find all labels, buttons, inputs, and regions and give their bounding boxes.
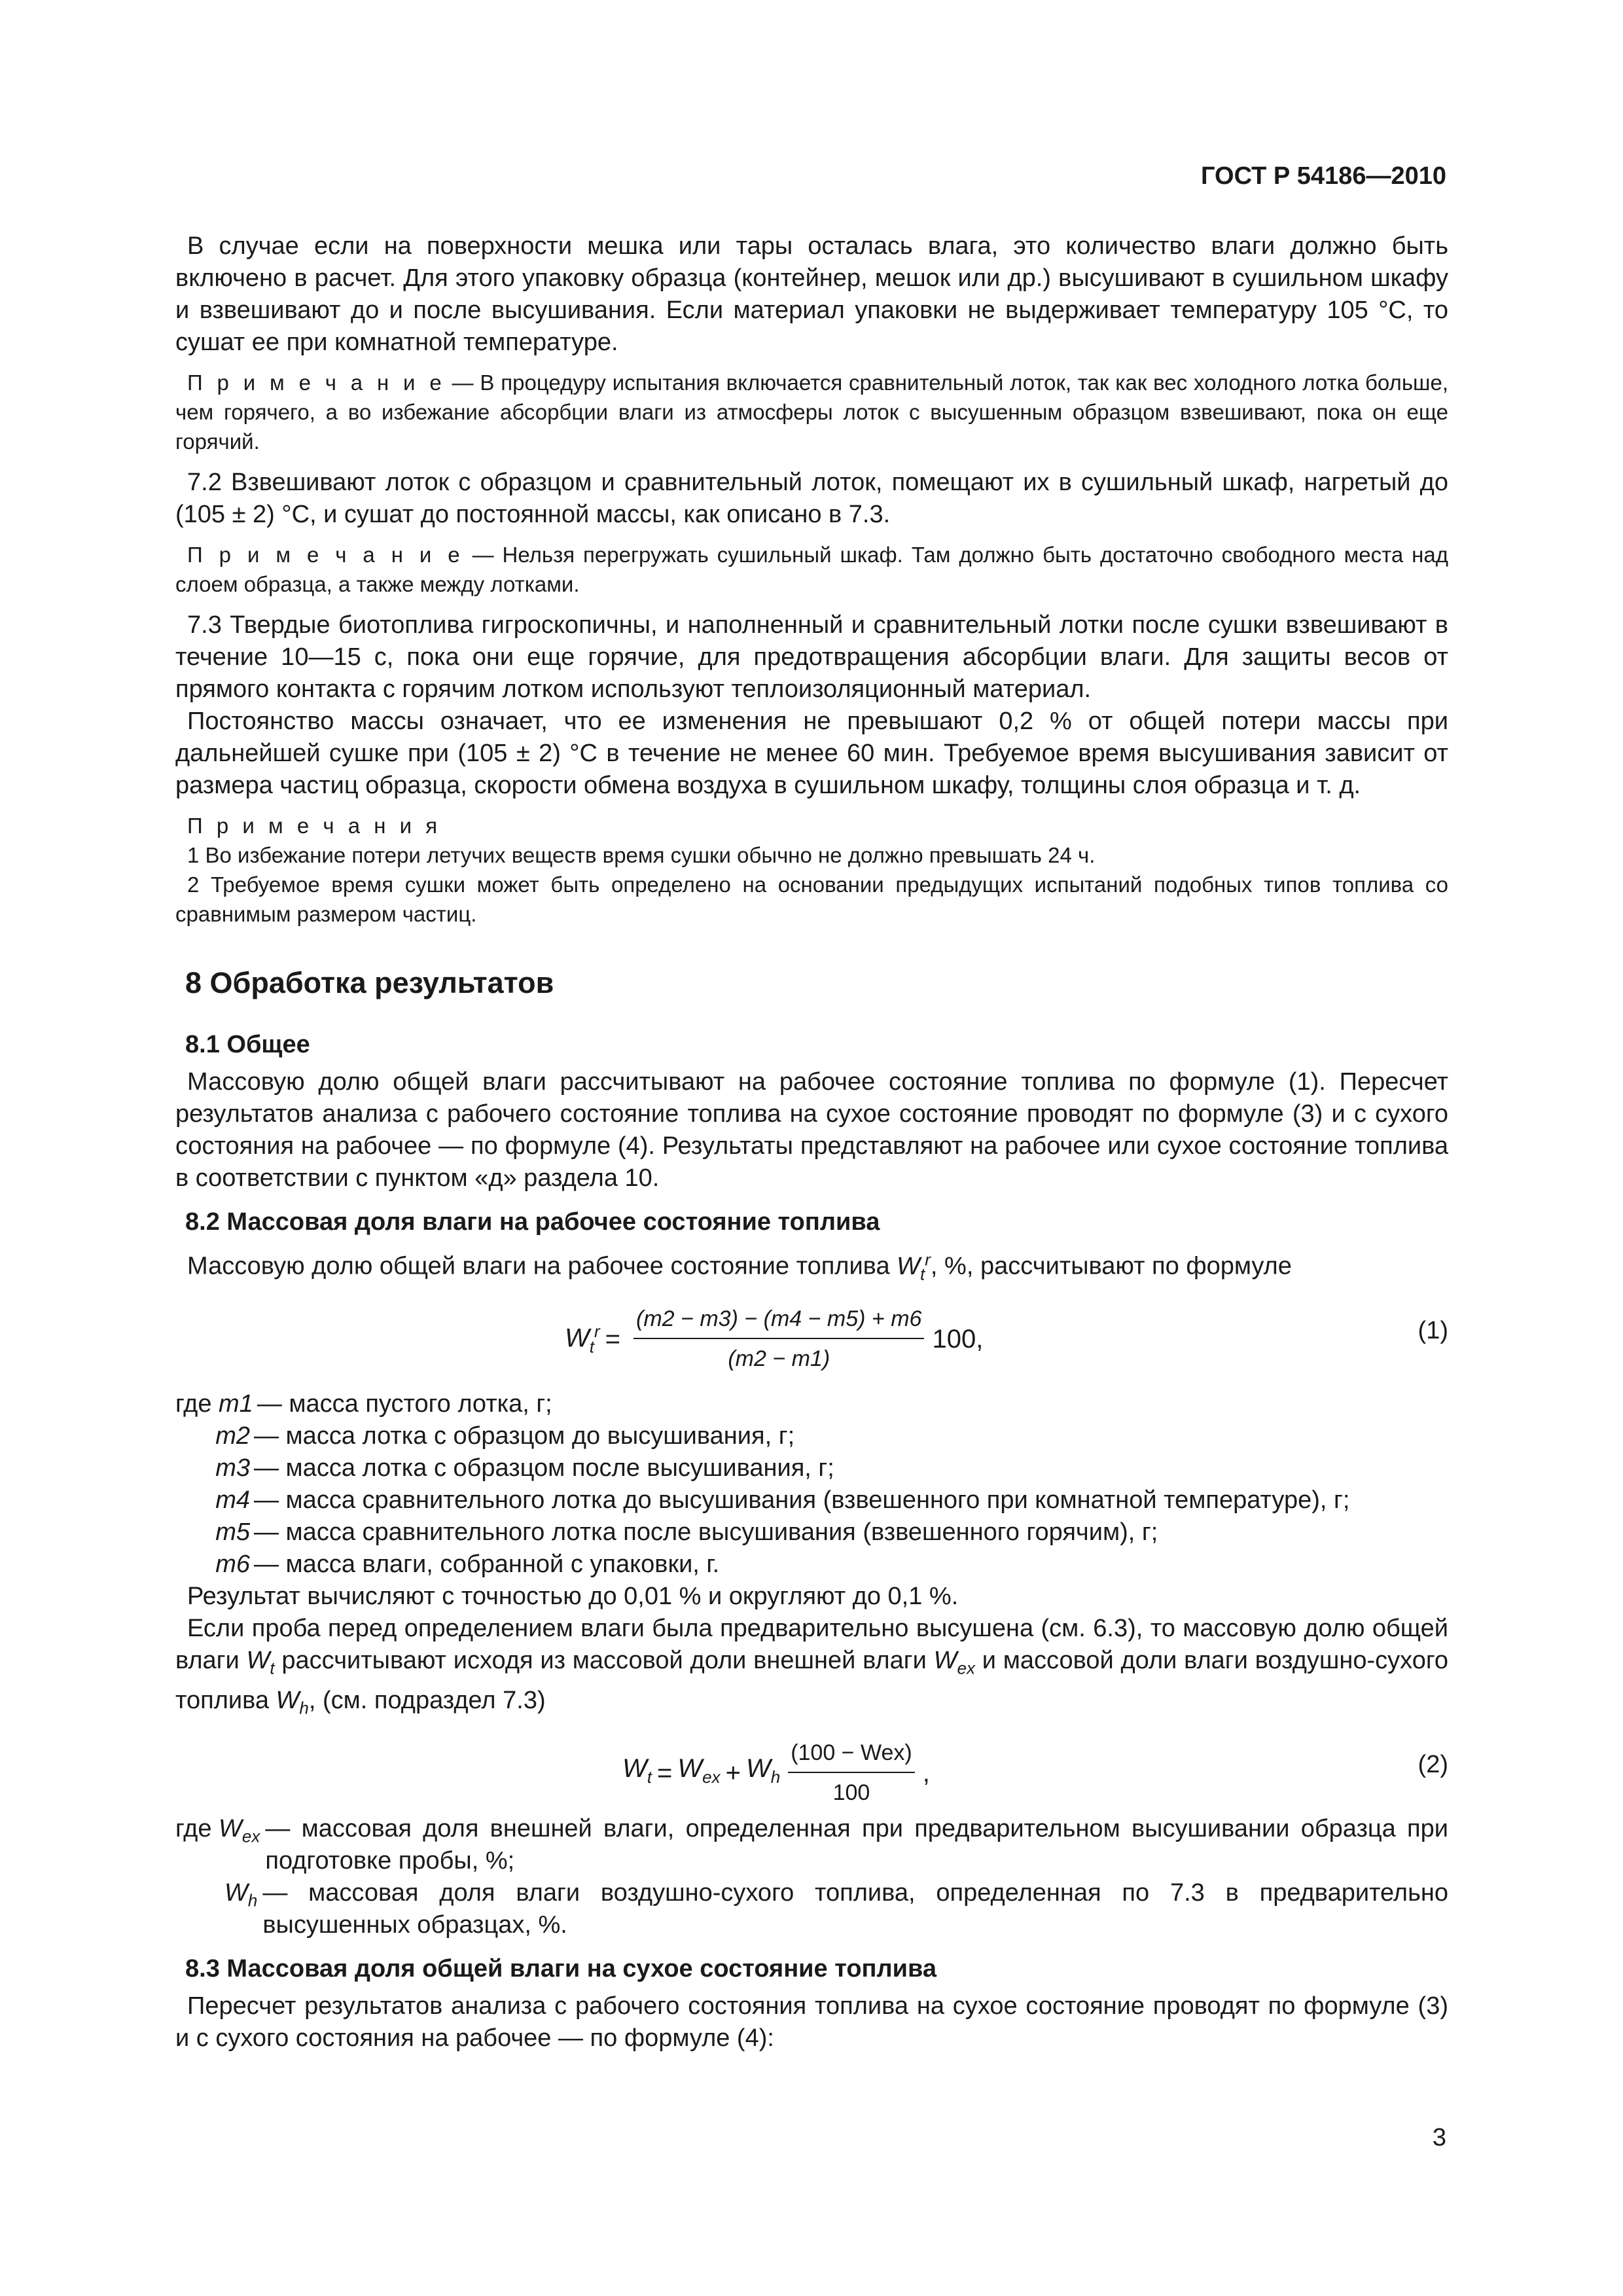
section-8-3-title: 8.3 Массовая доля общей влаги на сухое состояние топлива [185, 1955, 936, 1983]
formula-2-number: (2) [1418, 1751, 1448, 1779]
definition-row: m2 — масса лотка с образцом до высушивания, г; [215, 1422, 795, 1450]
note-text: — Нельзя перегружать сушильный шкаф. Там должно быть достаточно свободного места над слоем образца, а также между лотками. [175, 543, 1448, 596]
section-7-3-text: 7.3 Твердые биотоплива гигроскопичны, и наполненный и сравнительный лотки после сушки взвешивают в течение 10—15 с, пока они еще горячие, для предотвращения абсорбции влаги. Для защиты весов от прямого контакта с горячим лотком используют теплоизоляционный материал. [175, 611, 1448, 703]
formula-1-number: (1) [1418, 1317, 1448, 1345]
definition-wex: где $W_{ex}$ — массовая доля внешней влаги, определенная при предварительном высушивании образца при подготовке пробы, %; [175, 1815, 1448, 1875]
formula-2-numerator: (100 − Wex) [788, 1737, 915, 1773]
definition-row: m6 — масса влаги, собранной с упаковки, г. [215, 1551, 720, 1579]
section-7-3-constancy: Постоянство массы означает, что ее изменения не превышают 0,2 % от общей потери массы при дальнейшей сушке при (105 ± 2) °С в течение не менее 60 мин. Требуемое время высушивания зависит от размера частиц образца, скорости обмена воздуха в сушильном шкафу, толщины слоя образца и т. д. [175, 708, 1448, 799]
symbol-wex: $W_{ex}$ [933, 1647, 975, 1678]
notes-label: П р и м е ч а н и я [187, 814, 442, 838]
note-7-2 [175, 540, 1448, 599]
section-7-2-text: 7.2 Взвешивают лоток с образцом и сравнительный лоток, помещают их в сушильный шкаф, нагретый до (105 ± 2) °С, и сушат до постоянной массы, как описано в 7.3. [175, 469, 1448, 528]
formula-2-fraction [788, 1737, 915, 1809]
section-8-2-lead: Массовую долю общей влаги на рабочее состояние топлива $W_t^r$, %, рассчитывают по формуле [187, 1249, 1292, 1284]
intro-paragraph: В случае если на поверхности мешка или тары осталась влага, это количество влаги должно быть включено в расчет. Для этого упаковку образца (контейнер, мешок или др.) высушивают в сушильном шкафу и взвешивают до и после высушивания. Если материал упаковки не выдерживает температуру 105 °С, то сушат ее при комнатной температуре. [175, 232, 1448, 356]
symbol-wtr: $W_t^r$ [897, 1249, 931, 1284]
predried-text: Если проба перед определением влаги была предварительно высушена (см. 6.3), то массовую долю общей влаги $W_t$ рассчитывают исходя из массовой доли внешней влаги $W_{ex}$ и массовой доли влаги воздушно-сухого топлива $W_h$, (см. подраздел 7.3) [175, 1615, 1448, 1718]
precision-text: Результат вычисляют с точностью до 0,01 % и округляют до 0,1 %. [187, 1583, 959, 1611]
symbol-wt: $W_t$ [246, 1647, 275, 1678]
formula-1-fraction [633, 1303, 924, 1375]
note-7-3-2: 2 Требуемое время сушки может быть определено на основании предыдущих испытаний подобных типов топлива со сравнимым размером частиц. [175, 872, 1448, 926]
note-7-3-1: 1 Во избежание потери летучих веществ время сушки обычно не должно превышать 24 ч. [187, 843, 1096, 867]
note-label: П р и м е ч а н и е [187, 543, 464, 567]
section-8-2-title: 8.2 Массовая доля влаги на рабочее состояние топлива [185, 1208, 880, 1236]
formula-1-body: $W_t^r$ = $\frac{(m2 - m3) - (m4 - m5) + m6}{(m2 - m1)}$ 100, [565, 1303, 983, 1375]
symbol-wh: $W_h$ [276, 1686, 309, 1718]
note-label: П р и м е ч а н и е [187, 370, 446, 395]
definition-row: m4 — масса сравнительного лотка до высушивания (взвешенного при комнатной температуре), г; [215, 1486, 1350, 1515]
formula-2-body: $W_t$ = $W_{ex}$ + $W_h$ $\frac{\text{(100 − Wex)}}{100}$ , [622, 1737, 930, 1809]
formula-2-denominator: 100 [832, 1780, 870, 1806]
section-8-title: 8 Обработка результатов [185, 966, 554, 999]
note-text: — В процедуру испытания включается сравнительный лоток, так как вес холодного лотка больше, чем горячего, а во избежание абсорбции влаги из атмосферы лоток с высушенным образцом взвешивают, пока он еще горячий. [175, 370, 1449, 454]
section-8-1-title: 8.1 Общее [185, 1031, 310, 1058]
page-content [175, 230, 1448, 2054]
formula-1-definitions [175, 1388, 1448, 1581]
section-8-1-text: Массовую долю общей влаги рассчитывают на рабочее состояние топлива по формуле (1). Пересчет результатов анализа с рабочего состояние топлива на сухое состояние проводят по формуле (3) и с сухого состояния на рабочее — по формуле (4). Результаты представляют на рабочее или сухое состояние топлива в соответствии с пунктом «д» раздела 10. [175, 1068, 1448, 1192]
section-8-3-text: Пересчет результатов анализа с рабочего состояния топлива на сухое состояние проводят по формуле (3) и с сухого состояния на рабочее — по формуле (4): [175, 1992, 1448, 2053]
definition-row: m5 — масса сравнительного лотка после высушивания (взвешенного горячим), г; [215, 1518, 1158, 1547]
formula-1-tail: 100, [932, 1324, 984, 1354]
standard-code: ГОСТ Р 54186—2010 [1201, 162, 1446, 190]
definition-wh: $W_h$ — массовая доля влаги воздушно-сухого топлива, определенная по 7.3 в предварительно высушенных образцах, %. [224, 1879, 1448, 1939]
formula-1-lhs: $W_t^r$ [565, 1321, 600, 1357]
formula-1-denominator: (m2 − m1) [728, 1346, 830, 1372]
formula-1-numerator: (m2 − m3) − (m4 − m5) + m6 [633, 1303, 924, 1339]
note-1 [175, 368, 1448, 456]
page-number: 3 [1432, 2124, 1446, 2151]
formula-2 [175, 1733, 1448, 1806]
formula-1 [175, 1299, 1448, 1376]
definition-row: m3 — масса лотка с образцом после высушивания, г; [215, 1454, 834, 1482]
definition-row: где m1 — масса пустого лотка, г; [175, 1390, 552, 1418]
